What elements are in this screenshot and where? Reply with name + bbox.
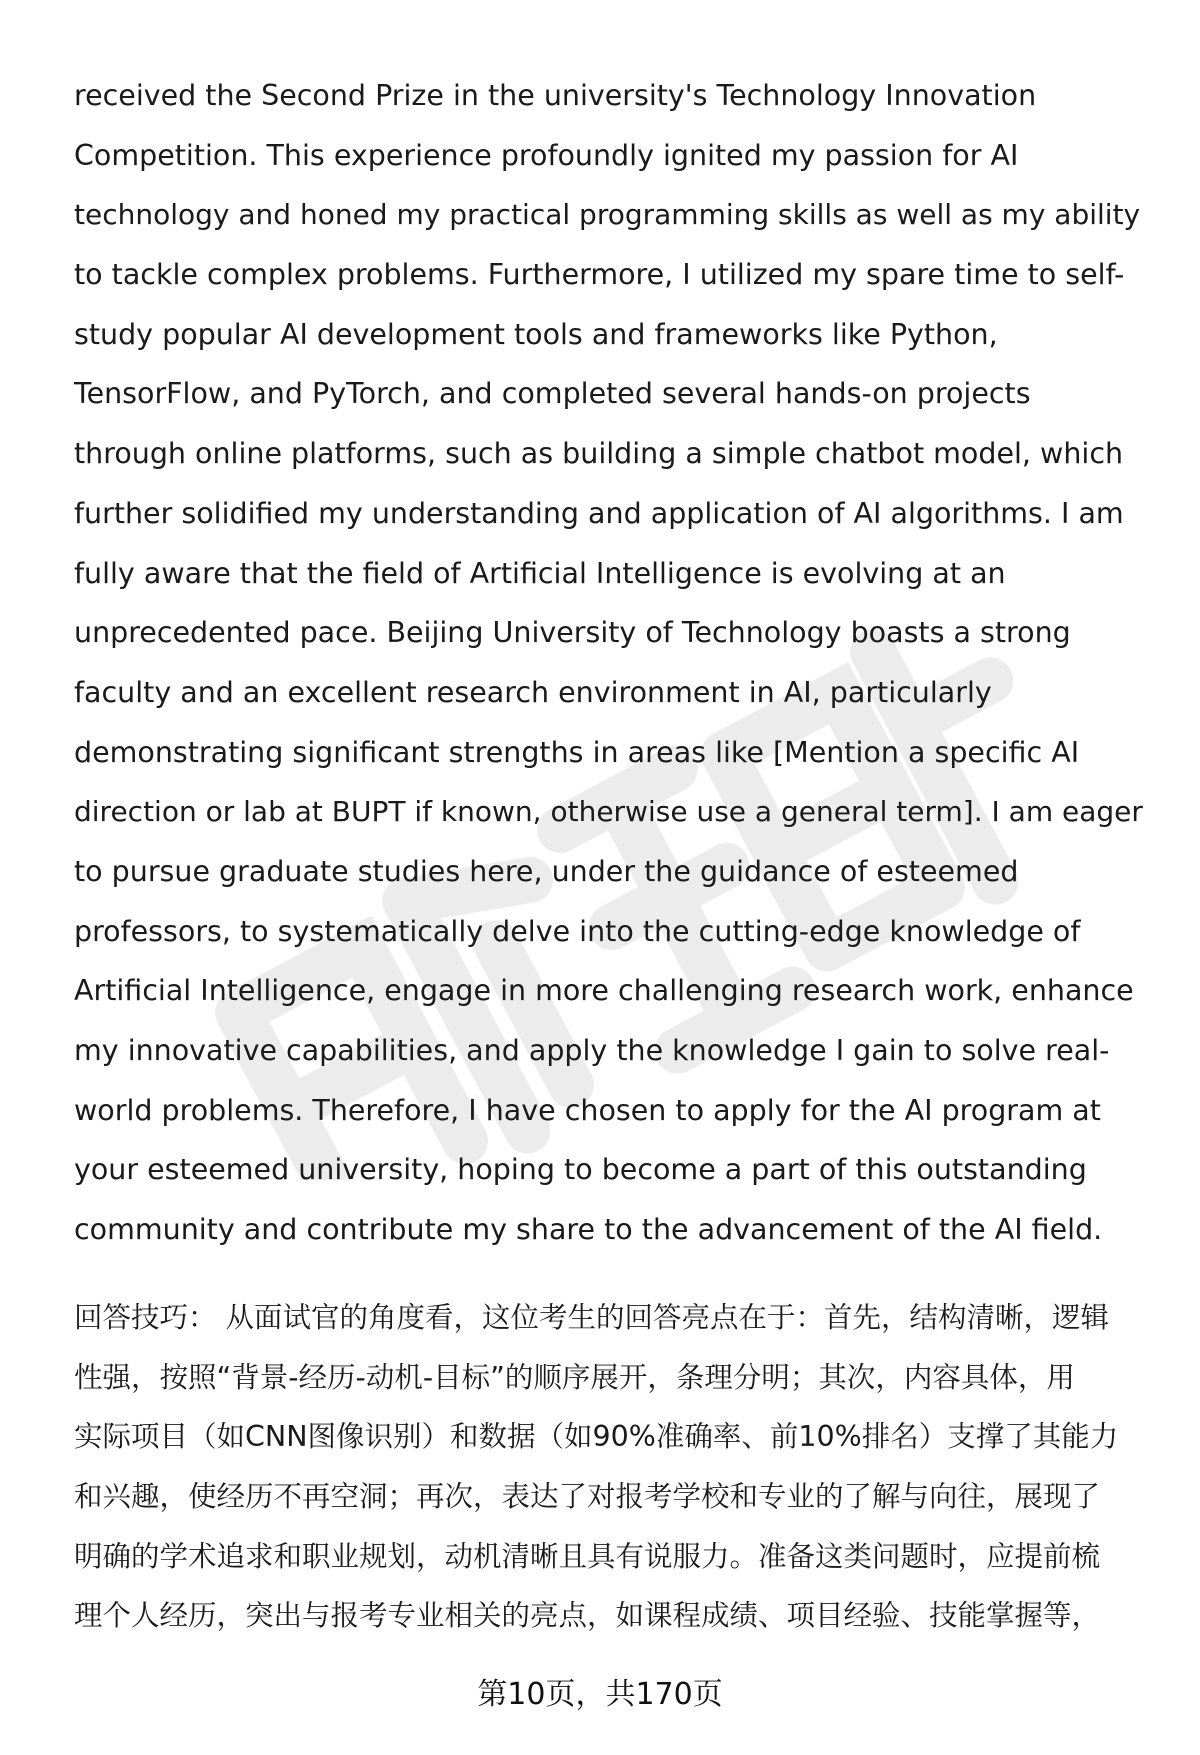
tips-line: 性强，按照“背景-经历-动机-目标”的顺序展开，条理分明；其次，内容具体，用	[74, 1360, 1075, 1394]
tips-line: 回答技巧： 从面试官的角度看，这位考生的回答亮点在于：首先，结构清晰，逻辑	[74, 1301, 1110, 1334]
body-line: professors, to systematically delve into the cutting-edge knowledge of	[74, 914, 1081, 948]
body-line: world problems. Therefore, I have chosen to apply for the AI program at	[74, 1093, 1101, 1127]
body-line: further solidified my understanding and application of AI algorithms. I am	[74, 496, 1124, 530]
tips-line: 和兴趣，使经历不再空洞；再次，表达了对报考学校和专业的了解与向往，展现了	[74, 1480, 1101, 1514]
tips-paragraph	[74, 1288, 1154, 1646]
body-line: technology and honed my practical programming skills as well as my ability	[74, 198, 1141, 232]
body-line: through online platforms, such as building a simple chatbot model, which	[74, 437, 1124, 471]
body-line: faculty and an excellent research environment in AI, particularly	[74, 675, 992, 709]
body-line: study popular AI development tools and frameworks like Python,	[74, 317, 998, 351]
body-line: received the Second Prize in the university's Technology Innovation	[74, 79, 1037, 112]
body-line: direction or lab at BUPT if known, otherwise use a general term]. I am eager	[74, 795, 1143, 829]
body-line: community and contribute my share to the advancement of the AI field.	[74, 1213, 1103, 1247]
body-line: to pursue graduate studies here, under the guidance of esteemed	[74, 854, 1019, 888]
body-line: your esteemed university, hoping to become a part of this outstanding	[74, 1153, 1087, 1187]
tips-line: 实际项目（如CNN图像识别）和数据（如90%准确率、前10%排名）支撑了其能力	[74, 1420, 1119, 1454]
body-line: Competition. This experience profoundly ignited my passion for AI	[74, 138, 1019, 172]
body-line: fully aware that the field of Artificial Intelligence is evolving at an	[74, 556, 1006, 590]
body-line: TensorFlow, and PyTorch, and completed several hands-on projects	[74, 377, 1031, 411]
english-paragraph	[74, 66, 1154, 1260]
page-number: 第10页，共170页	[477, 1677, 723, 1712]
tips-line: 明确的学术追求和职业规划，动机清晰且具有说服力。准备这类问题时，应提前梳	[74, 1539, 1101, 1573]
tips-line: 理个人经历，突出与报考专业相关的亮点，如课程成绩、项目经验、技能掌握等，	[74, 1599, 1101, 1633]
body-line: Artificial Intelligence, engage in more challenging research work, enhance	[74, 974, 1134, 1008]
body-line: to tackle complex problems. Furthermore, I utilized my spare time to self-	[74, 258, 1125, 292]
body-line: my innovative capabilities, and apply the knowledge I gain to solve real-	[74, 1034, 1110, 1067]
body-line: unprecedented pace. Beijing University of Technology boasts a strong	[74, 616, 1071, 650]
body-line: demonstrating significant strengths in areas like [Mention a specific AI	[74, 735, 1080, 769]
